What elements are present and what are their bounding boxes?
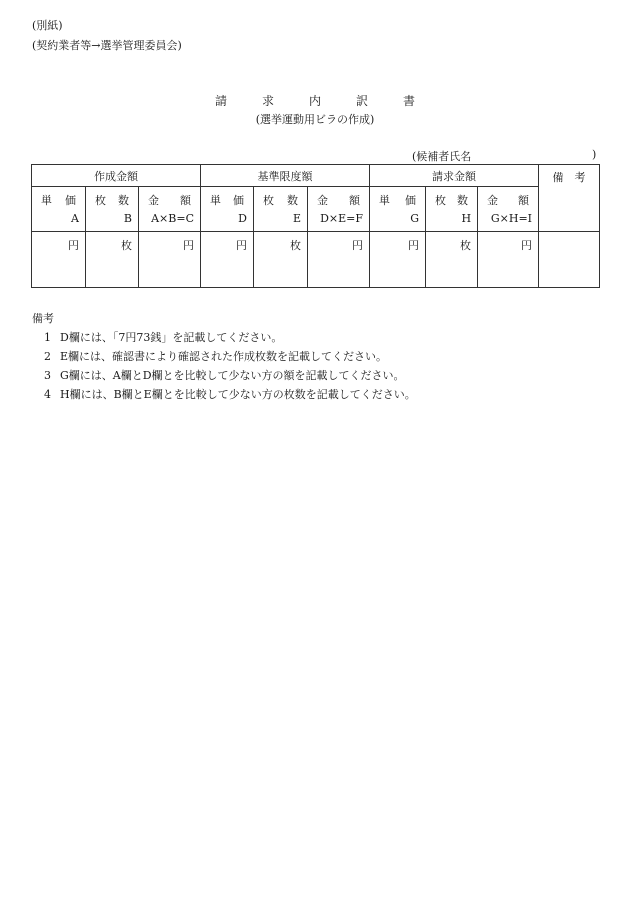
note-item xyxy=(44,386,416,402)
amount-entry-cell[interactable] xyxy=(86,232,139,288)
unit-label: 枚 xyxy=(290,239,301,252)
note-text: G欄には、A欄とD欄とを比較して少ない方の額を記載してください。 xyxy=(60,369,405,382)
group-header-row xyxy=(32,165,600,187)
column-label xyxy=(201,192,253,208)
column-label-char: 数 xyxy=(457,194,469,207)
group-remarks: 備 考 xyxy=(539,165,600,232)
note-text: D欄には、「7円73銭」を記載してください。 xyxy=(60,331,283,344)
column-label-char: 金 xyxy=(487,194,499,207)
column-label-char: 額 xyxy=(180,194,191,207)
column-header-cell xyxy=(86,187,139,232)
note-number: 4 xyxy=(44,388,51,401)
column-label xyxy=(426,192,477,208)
amount-entry-cell[interactable] xyxy=(32,232,86,288)
column-header-cell xyxy=(139,187,201,232)
note-text: E欄には、確認書により確認された作成枚数を記載してください。 xyxy=(60,350,388,363)
column-label xyxy=(254,192,307,208)
column-code: D xyxy=(238,212,247,225)
column-header-row xyxy=(32,187,600,232)
remarks-entry-cell[interactable] xyxy=(539,232,600,288)
amount-entry-cell[interactable] xyxy=(139,232,201,288)
note-item xyxy=(44,329,282,345)
group-production-amount: 作成金額 xyxy=(32,165,201,187)
notes-heading: 備考 xyxy=(32,312,54,325)
column-label xyxy=(478,192,538,208)
column-label-char: 枚 xyxy=(435,194,447,207)
column-label-char: 額 xyxy=(349,194,361,207)
unit-label: 円 xyxy=(352,239,364,252)
routing-label: (契約業者等→選挙管理委員会) xyxy=(32,39,182,52)
document-title xyxy=(0,92,630,109)
note-number: 1 xyxy=(44,331,51,344)
title-char: 内 xyxy=(308,94,321,108)
column-label-char: 単 xyxy=(41,194,52,207)
candidate-name-close: ) xyxy=(592,148,597,161)
column-label xyxy=(139,192,200,208)
column-label-char: 数 xyxy=(287,194,298,207)
column-code: G xyxy=(410,212,420,225)
attachment-label: (別紙) xyxy=(32,19,63,32)
column-label-char: 数 xyxy=(118,194,129,207)
unit-label: 円 xyxy=(521,239,533,252)
column-label-char: 価 xyxy=(65,194,76,207)
column-label-char: 金 xyxy=(317,194,328,207)
amount-entry-cell[interactable] xyxy=(370,232,426,288)
title-char: 求 xyxy=(261,94,274,108)
column-label-char: 金 xyxy=(148,194,159,207)
column-header-cell xyxy=(201,187,254,232)
column-label xyxy=(32,192,85,208)
amount-entry-cell[interactable] xyxy=(308,232,370,288)
note-item xyxy=(44,348,387,364)
note-item xyxy=(44,367,405,383)
amount-entry-cell[interactable] xyxy=(426,232,478,288)
title-char: 訳 xyxy=(355,94,368,108)
group-standard-limit: 基準限度額 xyxy=(201,165,370,187)
column-header-cell xyxy=(254,187,308,232)
column-label xyxy=(308,192,369,208)
unit-label: 円 xyxy=(408,239,420,252)
amount-entry-cell[interactable] xyxy=(478,232,539,288)
title-char: 請 xyxy=(214,94,227,108)
column-label-char: 単 xyxy=(379,194,391,207)
candidate-name-label: (候補者氏名 xyxy=(412,150,472,163)
note-number: 3 xyxy=(44,369,51,382)
amount-entry-cell[interactable] xyxy=(201,232,254,288)
column-label-char: 価 xyxy=(405,194,417,207)
column-label-char: 単 xyxy=(210,194,221,207)
column-header-cell xyxy=(426,187,478,232)
column-code: A×B=C xyxy=(151,212,194,225)
document-subtitle: (選挙運動用ビラの作成) xyxy=(255,113,375,126)
column-header-cell xyxy=(308,187,370,232)
column-code: E xyxy=(292,212,301,225)
note-text: H欄には、B欄とE欄とを比較して少ない方の枚数を記載してください。 xyxy=(60,388,416,401)
note-number: 2 xyxy=(44,350,51,363)
column-code: G×H=I xyxy=(490,212,533,225)
column-header-cell xyxy=(478,187,539,232)
amount-entry-cell[interactable] xyxy=(254,232,308,288)
column-code: A xyxy=(71,212,79,225)
column-code: B xyxy=(123,212,132,225)
claim-breakdown-table xyxy=(31,164,600,288)
column-code: H xyxy=(461,212,472,225)
column-header-cell xyxy=(370,187,426,232)
group-claim-amount: 請求金額 xyxy=(370,165,539,187)
unit-label: 円 xyxy=(68,239,79,252)
unit-row xyxy=(32,232,600,288)
column-code: D×E=F xyxy=(320,212,364,225)
unit-label: 円 xyxy=(183,239,194,252)
column-label-char: 価 xyxy=(233,194,244,207)
column-header-cell xyxy=(32,187,86,232)
column-label-char: 額 xyxy=(518,194,530,207)
column-label xyxy=(86,192,138,208)
unit-label: 枚 xyxy=(121,239,132,252)
title-char: 書 xyxy=(402,94,415,108)
column-label-char: 枚 xyxy=(95,194,106,207)
unit-label: 枚 xyxy=(460,239,472,252)
unit-label: 円 xyxy=(236,239,247,252)
column-label-char: 枚 xyxy=(263,194,274,207)
column-label xyxy=(370,192,425,208)
